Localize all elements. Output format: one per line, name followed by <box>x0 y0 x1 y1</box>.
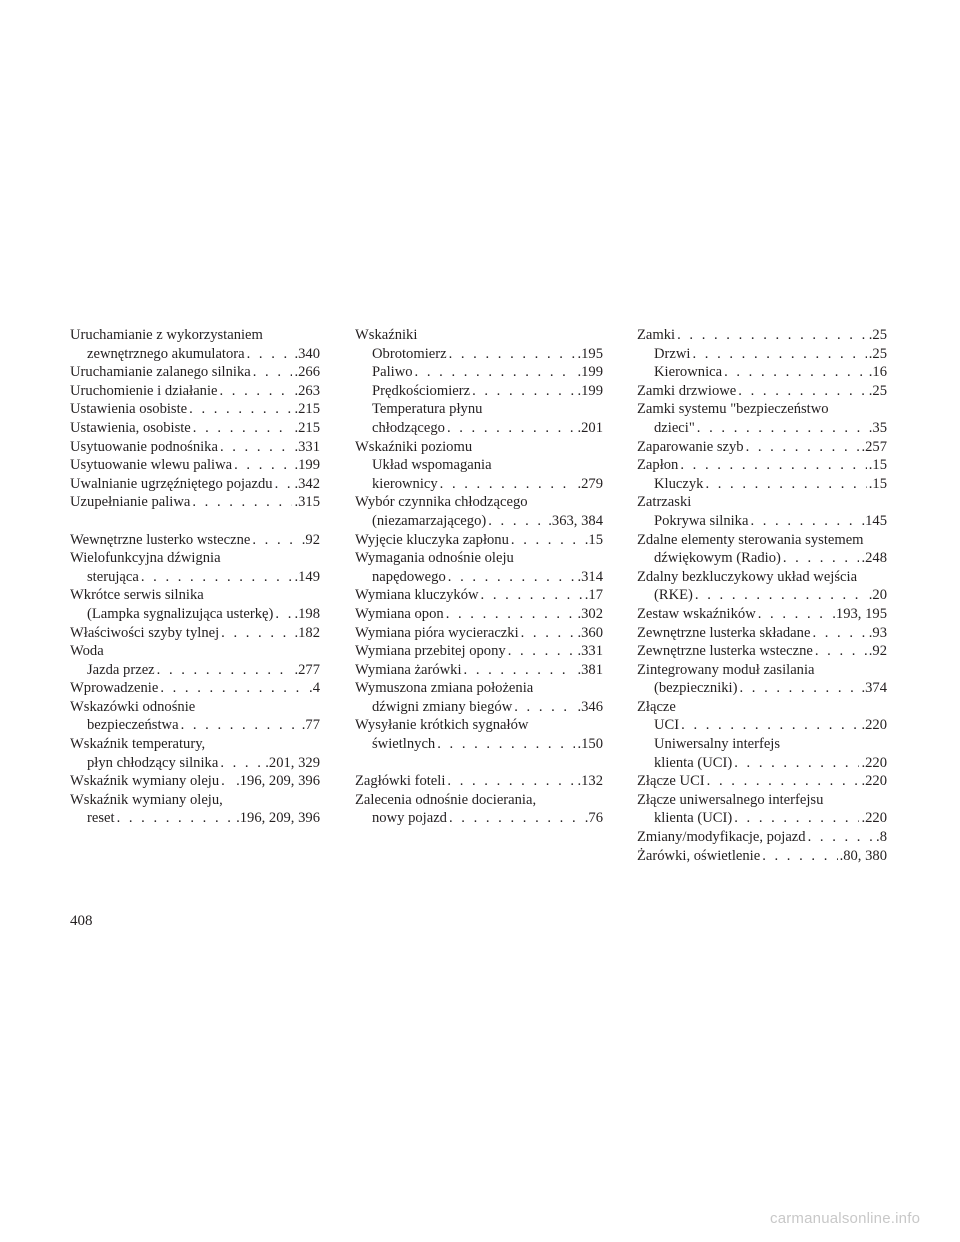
entry-page-ref: .15 <box>868 457 887 474</box>
entry-page-ref: .201, 329 <box>265 754 320 771</box>
index-entry <box>355 661 603 680</box>
entry-page-ref: .266 <box>294 364 320 381</box>
entry-label: (RKE) <box>654 587 693 604</box>
dot-leader <box>192 493 292 512</box>
entry-label: Obrotomierz <box>372 345 447 362</box>
entry-page-ref: .80, 380 <box>839 847 887 864</box>
entry-label: Zintegrowany moduł zasilania <box>637 661 815 678</box>
entry-label: Zdalne elementy sterowania systemem <box>637 531 864 548</box>
index-subentry <box>355 568 603 587</box>
entry-label: Uwalnianie ugrzęźniętego pojazdu <box>70 475 273 492</box>
index-subentry <box>355 419 603 438</box>
dot-leader <box>488 512 546 531</box>
entry-page-ref: .4 <box>309 680 320 697</box>
entry-page-ref: .92 <box>868 643 887 660</box>
index-subentry <box>637 754 887 773</box>
index-subentry <box>355 400 603 419</box>
entry-label: dzieci" <box>654 419 695 436</box>
entry-label: Zamki drzwiowe <box>637 382 737 399</box>
entry-label: Wybór czynnika chłodzącego <box>355 494 528 511</box>
entry-label: Złącze UCI <box>637 773 705 790</box>
entry-page-ref: .220 <box>861 810 887 827</box>
entry-page-ref: .374 <box>861 680 887 697</box>
entry-page-ref: .15 <box>584 531 603 548</box>
entry-label: Wielofunkcyjna dźwignia <box>70 550 221 567</box>
entry-label: Ustawienia, osobiste <box>70 419 191 436</box>
entry-page-ref: .20 <box>868 587 887 604</box>
entry-page-ref: .277 <box>294 661 320 678</box>
entry-page-ref: .279 <box>577 475 603 492</box>
entry-label: Właściwości szyby tylnej <box>70 624 220 641</box>
dot-leader <box>220 382 293 401</box>
index-subentry <box>637 345 887 364</box>
index-subentry <box>637 512 887 531</box>
dot-leader <box>447 772 575 791</box>
entry-page-ref: .196, 209, 396 <box>236 810 320 827</box>
entry-page-ref: .35 <box>868 419 887 436</box>
entry-label: kierownicy <box>372 475 438 492</box>
index-subentry <box>355 456 603 475</box>
index-entry <box>637 605 887 624</box>
entry-page-ref: .257 <box>861 438 887 455</box>
index-entry <box>637 493 887 512</box>
dot-leader <box>481 586 583 605</box>
index-entry <box>70 624 320 643</box>
index-subentry <box>637 716 887 735</box>
entry-label: klienta (UCI) <box>654 754 733 771</box>
dot-leader <box>511 531 583 550</box>
entry-label: Woda <box>70 643 104 660</box>
entry-page-ref: .149 <box>294 568 320 585</box>
entry-label: dźwiękowym (Radio) <box>654 550 781 567</box>
entry-label: Wymiana kluczyków <box>355 587 479 604</box>
index-subentry <box>70 345 320 364</box>
index-entry <box>355 586 603 605</box>
index-entry <box>637 456 887 475</box>
index-entry <box>70 419 320 438</box>
dot-leader <box>695 586 867 605</box>
dot-leader <box>738 382 866 401</box>
index-entry <box>70 586 320 605</box>
entry-page-ref: .263 <box>294 382 320 399</box>
entry-page-ref: .363, 384 <box>548 512 603 529</box>
section-gap <box>70 512 320 531</box>
entry-label: (niezamarzającego) <box>372 512 487 529</box>
index-subentry <box>355 345 603 364</box>
entry-label: Wymiana opon <box>355 605 444 622</box>
index-entry <box>70 735 320 754</box>
dot-leader <box>446 605 576 624</box>
dot-leader <box>193 419 293 438</box>
dot-leader <box>677 326 867 345</box>
dot-leader <box>707 772 860 791</box>
entry-label: Uzupełnianie paliwa <box>70 494 191 511</box>
dot-leader <box>247 345 293 364</box>
entry-label: dźwigni zmiany biegów <box>372 698 513 715</box>
index-subentry <box>70 716 320 735</box>
entry-label: chłodzącego <box>372 419 445 436</box>
entry-label: Uruchomienie i działanie <box>70 382 218 399</box>
entry-label: Pokrywa silnika <box>654 512 749 529</box>
dot-leader <box>472 382 575 401</box>
index-subentry <box>70 754 320 773</box>
entry-page-ref: .77 <box>301 717 320 734</box>
dot-leader <box>464 661 576 680</box>
index-entry <box>70 456 320 475</box>
index-subentry <box>637 363 887 382</box>
dot-leader <box>739 679 859 698</box>
entry-page-ref: .16 <box>868 364 887 381</box>
index-entry <box>637 772 887 791</box>
dot-leader <box>815 642 867 661</box>
index-subentry <box>637 809 887 828</box>
entry-page-ref: .381 <box>577 661 603 678</box>
entry-page-ref: .220 <box>861 717 887 734</box>
entry-label: Zamki systemu "bezpieczeństwo <box>637 401 829 418</box>
index-subentry <box>355 382 603 401</box>
index-entry <box>355 531 603 550</box>
dot-leader <box>447 419 576 438</box>
entry-label: Zagłówki foteli <box>355 773 446 790</box>
entry-label: Uniwersalny interfejs <box>654 736 781 753</box>
index-entry <box>70 493 320 512</box>
index-subentry <box>70 809 320 828</box>
dot-leader <box>117 809 235 828</box>
entry-label: Wyjęcie kluczyka zapłonu <box>355 531 509 548</box>
dot-leader <box>220 754 263 773</box>
entry-label: Wskaźnik wymiany oleju, <box>70 791 223 808</box>
dot-leader <box>220 438 293 457</box>
dot-leader <box>275 605 292 624</box>
entry-label: zewnętrznego akumulatora <box>87 345 245 362</box>
entry-label: Drzwi <box>654 345 691 362</box>
index-entry <box>637 642 887 661</box>
index-subentry <box>637 679 887 698</box>
entry-label: Złącze uniwersalnego interfejsu <box>637 791 824 808</box>
entry-label: reset <box>87 810 115 827</box>
dot-leader <box>734 754 859 773</box>
index-subentry <box>637 419 887 438</box>
index-entry <box>355 605 603 624</box>
entry-label: Zatrzaski <box>637 494 692 511</box>
index-entry <box>637 438 887 457</box>
entry-label: Wskaźniki poziomu <box>355 438 473 455</box>
entry-page-ref: .346 <box>577 698 603 715</box>
index-subentry <box>70 605 320 624</box>
entry-page-ref: .25 <box>868 382 887 399</box>
entry-label: Wprowadzenie <box>70 680 159 697</box>
index-subentry <box>637 735 887 754</box>
index-entry <box>70 400 320 419</box>
entry-page-ref: .331 <box>294 438 320 455</box>
dot-leader <box>181 716 300 735</box>
entry-page-ref: .220 <box>861 754 887 771</box>
dot-leader <box>514 698 575 717</box>
dot-leader <box>746 438 860 457</box>
entry-page-ref: .360 <box>577 624 603 641</box>
entry-label: nowy pojazd <box>372 810 447 827</box>
entry-label: Wymiana pióra wycieraczki <box>355 624 519 641</box>
entry-label: Paliwo <box>372 364 413 381</box>
index-entry <box>355 493 603 512</box>
dot-leader <box>440 475 576 494</box>
dot-leader <box>448 568 576 587</box>
index-subentry <box>70 568 320 587</box>
index-entry <box>637 828 887 847</box>
entry-page-ref: .150 <box>577 736 603 753</box>
entry-page-ref: .93 <box>868 624 887 641</box>
watermark: carmanualsonline.info <box>770 1210 921 1227</box>
entry-label: Zapłon <box>637 457 679 474</box>
entry-label: świetlnych <box>372 736 436 753</box>
entry-page-ref: .198 <box>294 605 320 622</box>
dot-leader <box>681 716 859 735</box>
entry-label: Wskaźniki <box>355 327 418 343</box>
entry-label: Zestaw wskaźników <box>637 605 756 622</box>
dot-leader <box>812 624 866 643</box>
index-entry <box>355 679 603 698</box>
entry-label: sterująca <box>87 568 139 585</box>
dot-leader <box>724 363 867 382</box>
entry-label: Zaparowanie szyb <box>637 438 744 455</box>
dot-leader <box>275 475 293 494</box>
entry-label: płyn chłodzący silnika <box>87 754 219 771</box>
index-entry <box>70 363 320 382</box>
dot-leader <box>762 847 837 866</box>
entry-page-ref: .17 <box>584 587 603 604</box>
entry-page-ref: .182 <box>294 624 320 641</box>
index-entry <box>70 772 320 791</box>
entry-page-ref: .215 <box>294 401 320 418</box>
entry-label: Wymuszona zmiana położenia <box>355 680 534 697</box>
entry-page-ref: .92 <box>301 531 320 548</box>
entry-label: Temperatura płynu <box>372 401 483 418</box>
entry-page-ref: .25 <box>868 345 887 362</box>
index-entry <box>637 698 887 717</box>
entry-label: Wkrótce serwis silnika <box>70 587 204 604</box>
index-subentry <box>355 512 603 531</box>
entry-page-ref: .145 <box>861 512 887 529</box>
entry-page-ref: .314 <box>577 568 603 585</box>
entry-page-ref: .315 <box>294 494 320 511</box>
entry-label: Wysyłanie krótkich sygnałów <box>355 717 529 734</box>
index-subentry <box>637 549 887 568</box>
index-entry <box>355 326 603 345</box>
dot-leader <box>234 456 292 475</box>
entry-label: Zmiany/modyfikacje, pojazd <box>637 829 806 846</box>
entry-label: Żarówki, oświetlenie <box>637 847 761 864</box>
dot-leader <box>734 809 859 828</box>
entry-label: Uruchamianie z wykorzystaniem <box>70 327 263 343</box>
entry-label: bezpieczeństwa <box>87 717 179 734</box>
dot-leader <box>521 624 576 643</box>
dot-leader <box>160 679 307 698</box>
entry-label: Wymiana żarówki <box>355 661 462 678</box>
dot-leader <box>783 549 860 568</box>
dot-leader <box>141 568 293 587</box>
entry-label: Wskaźnik temperatury, <box>70 736 206 753</box>
index-subentry <box>355 698 603 717</box>
entry-page-ref: .132 <box>577 773 603 790</box>
entry-page-ref: .215 <box>294 419 320 436</box>
dot-leader <box>437 735 575 754</box>
index-entry <box>637 791 887 810</box>
index-entry <box>355 549 603 568</box>
index-entry <box>637 661 887 680</box>
entry-label: Prędkościomierz <box>372 382 471 399</box>
page-number: 408 <box>70 913 93 929</box>
entry-page-ref: .8 <box>876 829 887 846</box>
entry-page-ref: .331 <box>577 643 603 660</box>
entry-label: Złącze <box>637 698 676 715</box>
dot-leader <box>705 475 866 494</box>
dot-leader <box>253 363 293 382</box>
entry-label: Wymiana przebitej opony <box>355 643 506 660</box>
entry-page-ref: .15 <box>868 475 887 492</box>
entry-label: Wewnętrzne lusterko wsteczne <box>70 531 251 548</box>
entry-label: Wskaźnik wymiany oleju <box>70 773 220 790</box>
index-entry <box>70 531 320 550</box>
index-entry <box>70 698 320 717</box>
dot-leader <box>758 605 831 624</box>
entry-page-ref: .196, 209, 396 <box>236 773 320 790</box>
dot-leader <box>750 512 859 531</box>
index-entry <box>637 624 887 643</box>
index-entry <box>637 326 887 345</box>
index-entry <box>355 716 603 735</box>
entry-page-ref: .25 <box>868 327 887 343</box>
dot-leader <box>680 456 866 475</box>
index-column-2 <box>355 326 603 828</box>
section-gap <box>355 754 603 773</box>
dot-leader <box>221 624 292 643</box>
entry-label: Usytuowanie podnośnika <box>70 438 218 455</box>
dot-leader <box>449 345 576 364</box>
entry-page-ref: .302 <box>577 605 603 622</box>
dot-leader <box>692 345 866 364</box>
entry-page-ref: .201 <box>577 419 603 436</box>
index-subentry <box>70 661 320 680</box>
entry-page-ref: .76 <box>584 810 603 827</box>
index-entry <box>637 531 887 550</box>
entry-label: Uruchamianie zalanego silnika <box>70 364 251 381</box>
dot-leader <box>508 642 576 661</box>
entry-page-ref: .199 <box>577 382 603 399</box>
index-subentry <box>355 735 603 754</box>
entry-label: (Lampka sygnalizująca usterkę) <box>87 605 274 622</box>
dot-leader <box>415 363 576 382</box>
index-subentry <box>355 363 603 382</box>
index-entry <box>70 438 320 457</box>
index-entry <box>70 679 320 698</box>
entry-label: Ustawienia osobiste <box>70 401 188 418</box>
entry-page-ref: .342 <box>294 475 320 492</box>
entry-label: Zewnętrzne lusterka wsteczne <box>637 643 813 660</box>
entry-label: Zdalny bezkluczykowy układ wejścia <box>637 568 858 585</box>
entry-label: Jazda przez <box>87 661 155 678</box>
index-column-1 <box>70 326 320 828</box>
index-entry <box>637 400 887 419</box>
dot-leader <box>697 419 867 438</box>
entry-label: UCI <box>654 717 680 734</box>
dot-leader <box>808 828 874 847</box>
entry-page-ref: .195 <box>577 345 603 362</box>
dot-leader <box>449 809 583 828</box>
index-column-3 <box>637 326 887 865</box>
entry-label: napędowego <box>372 568 446 585</box>
index-entry <box>637 568 887 587</box>
index-entry <box>355 642 603 661</box>
index-entry <box>355 624 603 643</box>
dot-leader <box>221 772 234 791</box>
entry-label: Kierownica <box>654 364 723 381</box>
entry-page-ref: .193, 195 <box>832 605 887 622</box>
entry-page-ref: .199 <box>294 457 320 474</box>
entry-label: Kluczyk <box>654 475 704 492</box>
entry-label: Układ wspomagania <box>372 457 492 474</box>
index-subentry <box>637 586 887 605</box>
index-entry <box>70 791 320 810</box>
entry-page-ref: .220 <box>861 773 887 790</box>
index-entry <box>70 475 320 494</box>
entry-label: (bezpieczniki) <box>654 680 738 697</box>
entry-label: Zewnętrzne lusterka składane <box>637 624 811 641</box>
entry-label: Wskazówki odnośnie <box>70 698 196 715</box>
index-subentry <box>355 475 603 494</box>
dot-leader <box>157 661 293 680</box>
entry-page-ref: .248 <box>861 550 887 567</box>
entry-label: klienta (UCI) <box>654 810 733 827</box>
index-entry <box>70 549 320 568</box>
entry-label: Zamki <box>637 327 676 343</box>
index-entry <box>637 847 887 866</box>
index-entry <box>70 642 320 661</box>
index-entry <box>70 326 320 345</box>
entry-page-ref: .199 <box>577 364 603 381</box>
entry-page-ref: .340 <box>294 345 320 362</box>
index-entry <box>637 382 887 401</box>
index-entry <box>355 791 603 810</box>
index-entry <box>355 438 603 457</box>
index-entry <box>70 382 320 401</box>
dot-leader <box>189 400 292 419</box>
index-subentry <box>355 809 603 828</box>
index-subentry <box>637 475 887 494</box>
entry-label: Zalecenia odnośnie docierania, <box>355 791 537 808</box>
entry-label: Usytuowanie wlewu paliwa <box>70 457 233 474</box>
entry-label: Wymagania odnośnie oleju <box>355 550 514 567</box>
index-entry <box>355 772 603 791</box>
dot-leader <box>252 531 299 550</box>
